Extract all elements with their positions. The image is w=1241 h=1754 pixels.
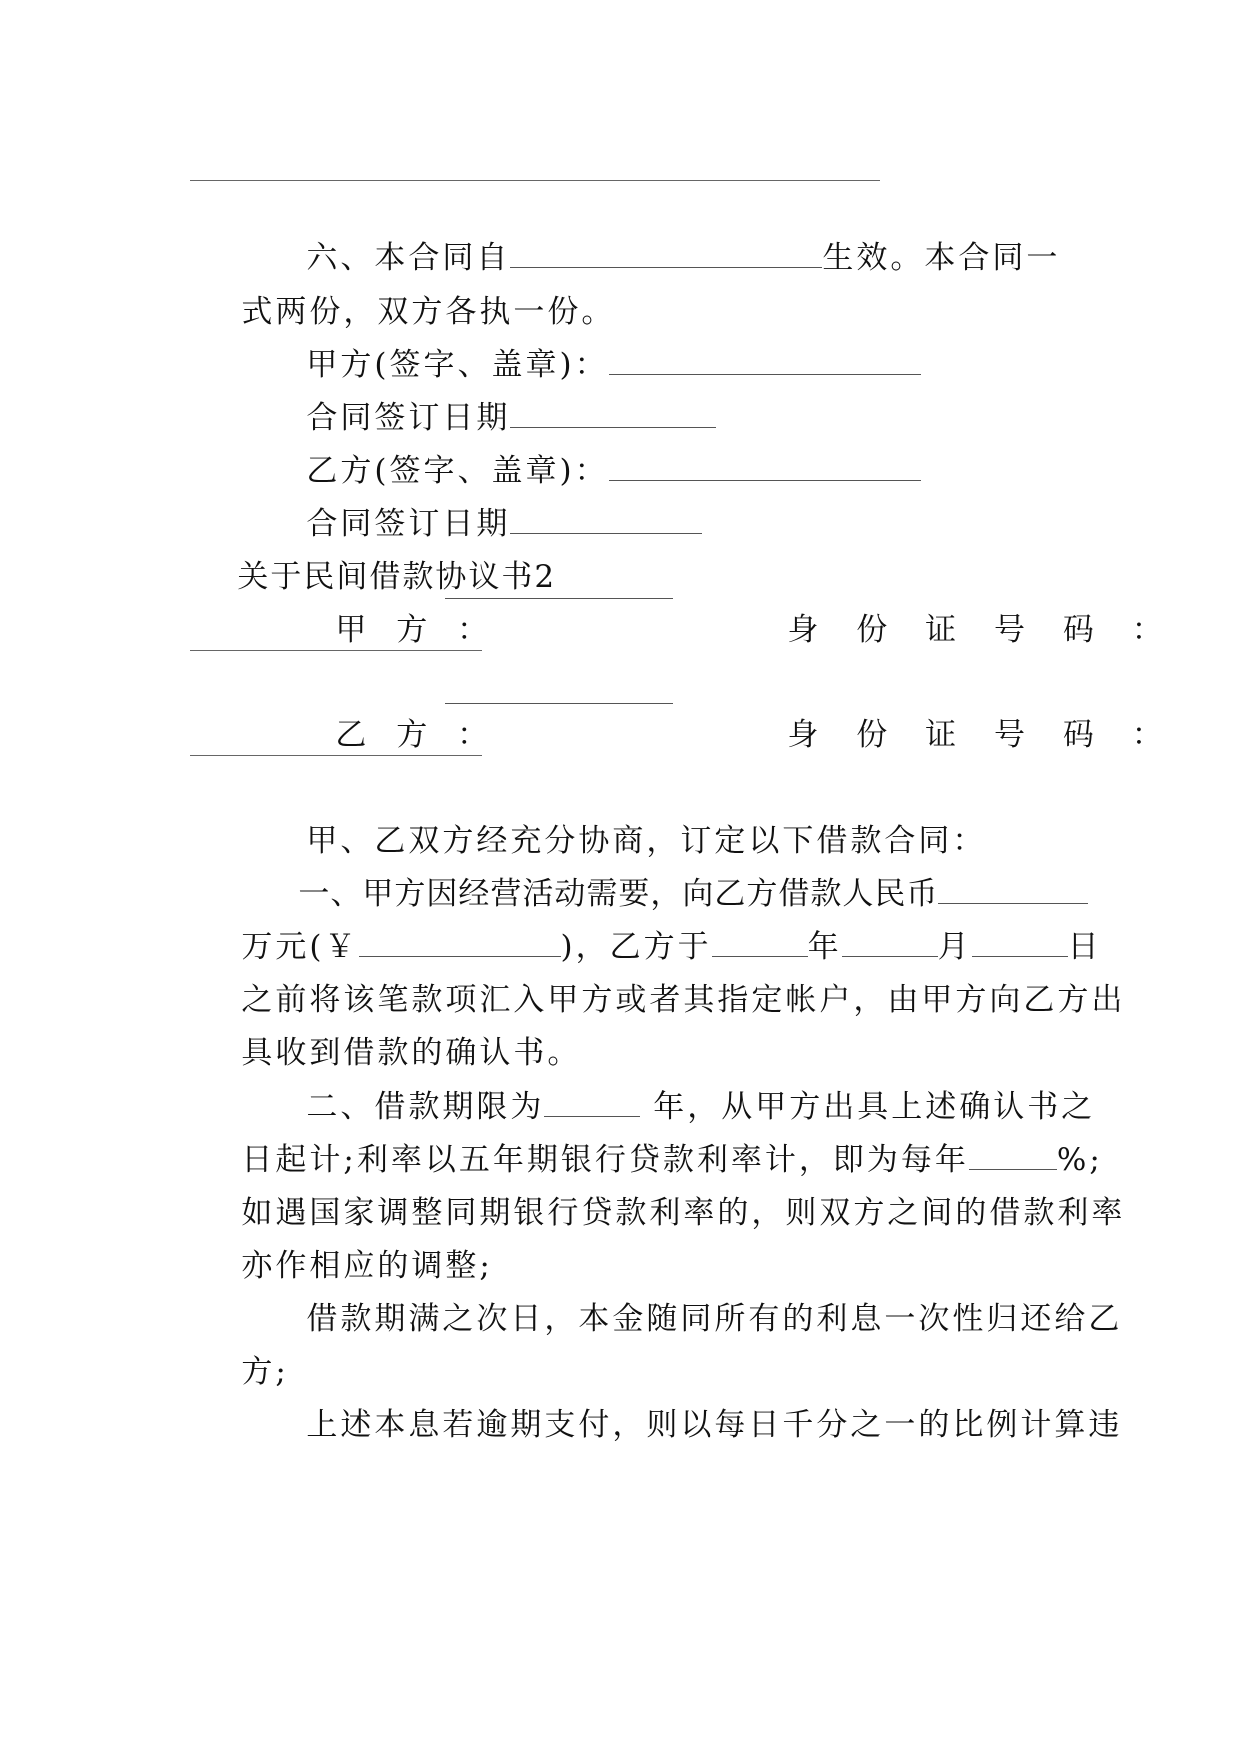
- document-title: 关于民间借款协议书2: [237, 559, 557, 595]
- repayment-text: 借款期满之次日，本金随同所有的利息一次性归还给乙: [306, 1301, 1123, 1337]
- clause-3-line-1: [255, 1259, 1122, 1379]
- party-b-id-label-row: [748, 675, 1177, 795]
- top-divider-line: [190, 180, 880, 181]
- party-b-label: 乙 方 ：: [335, 717, 499, 753]
- amount-prefix: 万元(￥: [241, 929, 359, 965]
- party-b-id-label: 身 份 证 号 码 ：: [787, 717, 1177, 753]
- late-payment-text: 上述本息若逾期支付，则以每日千分之一的比例计算违: [306, 1407, 1123, 1443]
- rate-adjustment-text-end: 亦作相应的调整;: [241, 1248, 493, 1284]
- party-a-name-blank[interactable]: [445, 572, 673, 599]
- party-a-label: 甲 方 ：: [335, 612, 499, 648]
- party-a-id-blank[interactable]: [190, 650, 482, 651]
- party-b-signature-label: 乙方(签字、盖章)：: [306, 453, 609, 489]
- clause-1-text-end: 具收到借款的确认书。: [241, 1035, 582, 1071]
- interest-rate-text: 日起计;利率以五年期银行贷款利率计，即为每年: [241, 1142, 969, 1178]
- clause-4-line-1: [255, 1365, 1122, 1485]
- intro-text: 甲、乙双方经充分协商，订定以下借款合同：: [306, 823, 987, 859]
- clause-6-text-continued: 生效。本合同一: [822, 240, 1061, 276]
- clause-1-text-continued: 之前将该笔款项汇入甲方或者其指定帐户，由甲方向乙方出: [241, 982, 1126, 1018]
- loan-term-text-continued: 年，从甲方出具上述确认书之: [653, 1089, 1096, 1125]
- loan-term-text: 二、借款期限为: [306, 1089, 545, 1125]
- party-b-id-blank[interactable]: [190, 755, 482, 756]
- month-label: 月: [937, 929, 972, 965]
- party-a-id-label-row: [748, 570, 1177, 690]
- year-label: 年: [807, 929, 842, 965]
- clause-6-text: 六、本合同自: [306, 240, 511, 276]
- day-label: 日: [1067, 929, 1102, 965]
- sign-date-label-2: 合同签订日期: [306, 506, 511, 542]
- repayment-text-end: 方;: [241, 1354, 289, 1390]
- clause-6-text-end: 式两份，双方各执一份。: [241, 294, 616, 330]
- sign-date-label-1: 合同签订日期: [306, 400, 511, 436]
- rate-adjustment-text: 如遇国家调整同期银行贷款利率的，则双方之间的借款利率: [241, 1195, 1126, 1231]
- transfer-by-text: )，乙方于: [560, 929, 712, 965]
- percent-label: %;: [1056, 1142, 1103, 1178]
- party-a-id-label: 身 份 证 号 码 ：: [787, 612, 1177, 648]
- party-a-signature-label: 甲方(签字、盖章)：: [306, 347, 609, 383]
- clause-1-text: 一、甲方因经营活动需要，向乙方借款人民币: [298, 876, 939, 912]
- party-b-name-blank[interactable]: [445, 677, 673, 704]
